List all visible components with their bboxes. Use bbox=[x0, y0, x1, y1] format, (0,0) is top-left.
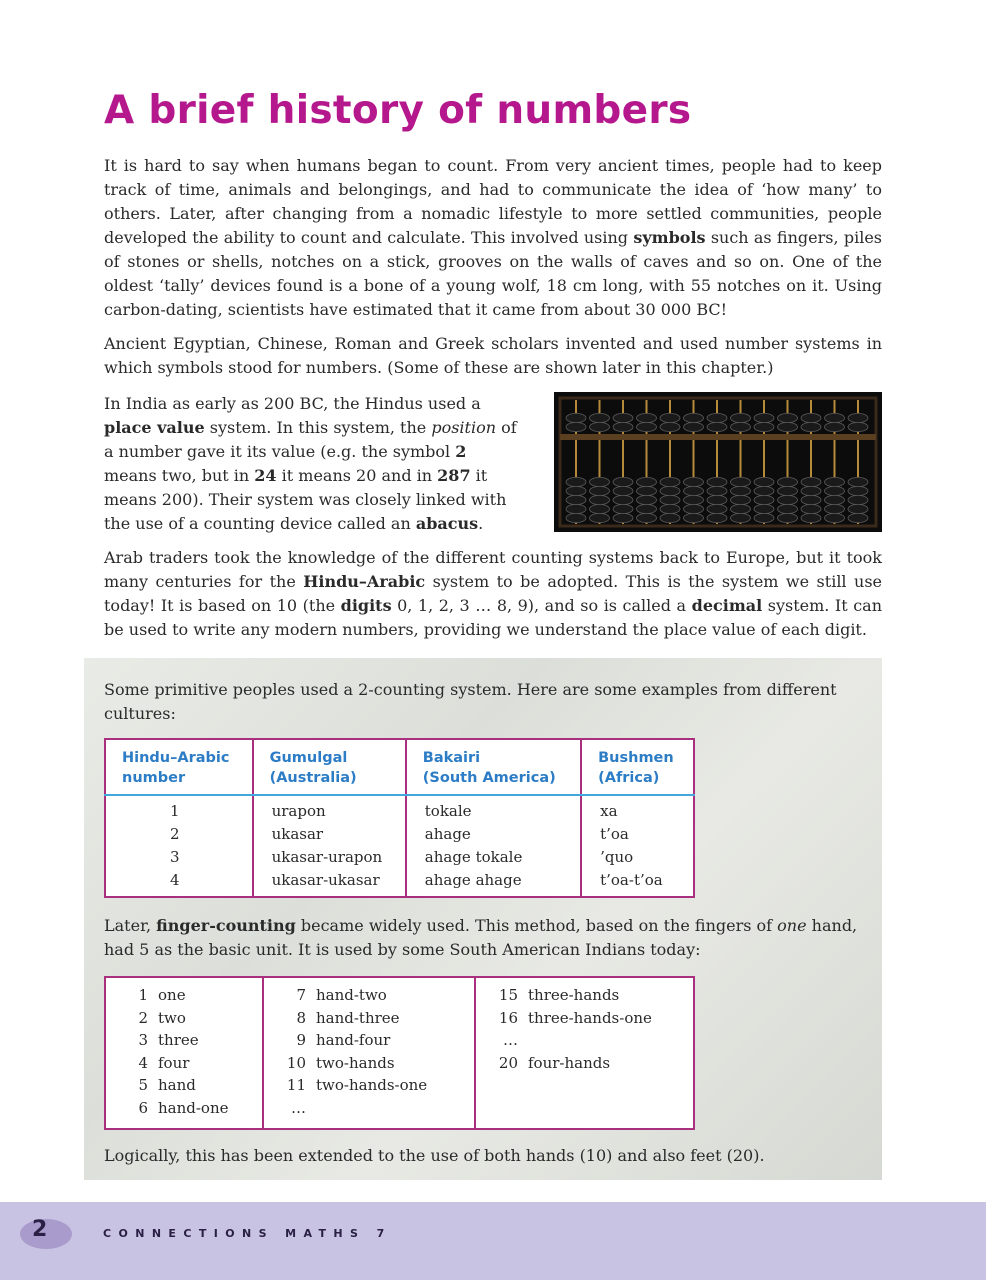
list-item bbox=[490, 1052, 693, 1075]
bold-term: abacus bbox=[415, 514, 479, 533]
list-item bbox=[278, 1097, 474, 1120]
book-title: CONNECTIONS MATHS 7 bbox=[103, 1227, 392, 1240]
count-word: two-hands-one bbox=[316, 1076, 428, 1095]
finger-column-3 bbox=[476, 978, 693, 1128]
count-word: hand-two bbox=[316, 986, 387, 1004]
count-word: three-hands-one bbox=[528, 1008, 652, 1027]
count-number: 20 bbox=[498, 1053, 518, 1072]
list-item bbox=[278, 1007, 474, 1030]
bold-term: 24 bbox=[254, 466, 277, 485]
bold-term: finger-counting bbox=[156, 916, 296, 935]
bold-term: digits bbox=[340, 596, 392, 615]
italic-term: position bbox=[431, 418, 497, 437]
italic-term: one bbox=[777, 916, 807, 935]
abacus-image bbox=[554, 392, 882, 532]
count-word: four bbox=[158, 1053, 190, 1072]
two-counting-intro: Some primitive peoples used a 2-counting system. Here are some examples from different cultures: bbox=[104, 680, 837, 723]
header-bakairi: Bakairi (South America) bbox=[406, 739, 581, 795]
count-number: 5 bbox=[138, 1076, 148, 1095]
list-item bbox=[278, 1052, 474, 1075]
count-word: three-hands bbox=[528, 986, 620, 1004]
list-item bbox=[120, 1052, 262, 1075]
counting-systems-panel bbox=[84, 658, 882, 1180]
hindu-arabic-paragraph: Arab traders took the knowledge of the different counting systems back to Europe, but it took many centuries for the Hindu–Arabic system to be adopted. This is the system we still use today! It is based on 10 (the digits 0, 1, 2, 3 … 8, 9), and so is called a decimal system. It can be used to write any modern numbers, providing we understand the place value of each digit. bbox=[104, 548, 883, 639]
list-item bbox=[120, 1074, 262, 1097]
count-word: four-hands bbox=[528, 1053, 611, 1072]
conclusion-text: Logically, this has been extended to the use of both hands (10) and also feet (20). bbox=[104, 1146, 765, 1165]
header-gumulgal: Gumulgal (Australia) bbox=[253, 739, 406, 795]
count-number: 4 bbox=[138, 1053, 148, 1072]
list-item bbox=[278, 1074, 474, 1097]
table-row: 1 urapon tokale xa bbox=[105, 795, 694, 823]
finger-counting-intro: Later, finger-counting became widely used. This method, based on the fingers of one hand, had 5 as the basic unit. It is used by some South American Indians today: bbox=[104, 916, 858, 959]
count-number: 7 bbox=[296, 986, 306, 1004]
finger-column-2 bbox=[264, 978, 476, 1128]
count-number: 15 bbox=[498, 986, 518, 1004]
list-item bbox=[490, 1029, 693, 1052]
count-number: … bbox=[503, 1031, 518, 1050]
list-item bbox=[490, 1007, 693, 1030]
table-row: 3 ukasar-urapon ahage tokale ’quo bbox=[105, 846, 694, 869]
page-title: A brief history of numbers bbox=[104, 88, 692, 133]
count-word: hand-four bbox=[316, 1031, 391, 1050]
intro-paragraph: It is hard to say when humans began to count. From very ancient times, people had to keep track of time, animals and belongings, and had to communicate the idea of ‘how many’ to others. Later, after changing from a nomadic lifestyle to more settled communities, people developed the ability to count and calculate. This involved using symbols such as fingers, piles of stones or shells, notches on a stick, grooves on the walls of caves and so on. One of the oldest ‘tally’ devices found is a bone of a young wolf, 18 cm long, with 55 notches on it. Using carbon-dating, scientists have estimated that it came from about 30 000 BC! bbox=[104, 156, 882, 319]
bold-term: Hindu–Arabic bbox=[303, 572, 426, 591]
header-hindu-arabic: Hindu–Arabic number bbox=[105, 739, 253, 795]
count-number: 9 bbox=[296, 1031, 306, 1050]
list-item bbox=[278, 1029, 474, 1052]
bold-term: symbols bbox=[633, 228, 706, 247]
count-word: one bbox=[158, 986, 186, 1004]
two-counting-table bbox=[104, 738, 695, 898]
count-word: hand-three bbox=[316, 1008, 400, 1027]
count-number: … bbox=[291, 1098, 306, 1117]
list-item bbox=[120, 984, 262, 1007]
bold-term: 2 bbox=[455, 442, 467, 461]
india-paragraph: In India as early as 200 BC, the Hindus used a place value system. In this system, the position of a number gave it its value (e.g. the symbol 2 means two, but in 24 it means 20 and in 287 it means 200). Their system was closely linked with the use of a counting device called an abacus. bbox=[104, 394, 517, 533]
count-number: 10 bbox=[286, 1053, 306, 1072]
bold-term: 287 bbox=[437, 466, 471, 485]
count-word: hand bbox=[158, 1076, 196, 1095]
count-number: 6 bbox=[138, 1098, 148, 1117]
count-number: 8 bbox=[296, 1008, 306, 1027]
count-word: two-hands bbox=[316, 1053, 395, 1072]
count-number: 3 bbox=[138, 1031, 148, 1050]
page-footer bbox=[0, 1202, 986, 1280]
bold-term: place value bbox=[104, 418, 205, 437]
bold-term: decimal bbox=[691, 596, 763, 615]
table-row: 4 ukasar-ukasar ahage ahage t’oa-t’oa bbox=[105, 869, 694, 897]
count-word: two bbox=[158, 1008, 186, 1027]
finger-column-1 bbox=[106, 978, 264, 1128]
table-header-row bbox=[105, 739, 694, 795]
count-number: 1 bbox=[138, 986, 148, 1004]
header-bushmen: Bushmen (Africa) bbox=[581, 739, 694, 795]
finger-counting-box bbox=[104, 976, 695, 1130]
count-number: 2 bbox=[138, 1008, 148, 1027]
list-item bbox=[120, 1029, 262, 1052]
ancient-systems-paragraph: Ancient Egyptian, Chinese, Roman and Greek scholars invented and used number systems in which symbols stood for numbers. (Some of these are shown later in this chapter.) bbox=[104, 334, 882, 377]
list-item bbox=[120, 1007, 262, 1030]
count-number: 11 bbox=[286, 1076, 306, 1095]
page-number: 2 bbox=[32, 1217, 48, 1242]
list-item bbox=[490, 984, 693, 1007]
table-row: 2 ukasar ahage t’oa bbox=[105, 823, 694, 846]
count-word: three bbox=[158, 1031, 199, 1050]
list-item bbox=[278, 984, 474, 1007]
count-number: 16 bbox=[498, 1008, 518, 1027]
count-word: hand-one bbox=[158, 1098, 229, 1117]
list-item bbox=[120, 1097, 262, 1120]
